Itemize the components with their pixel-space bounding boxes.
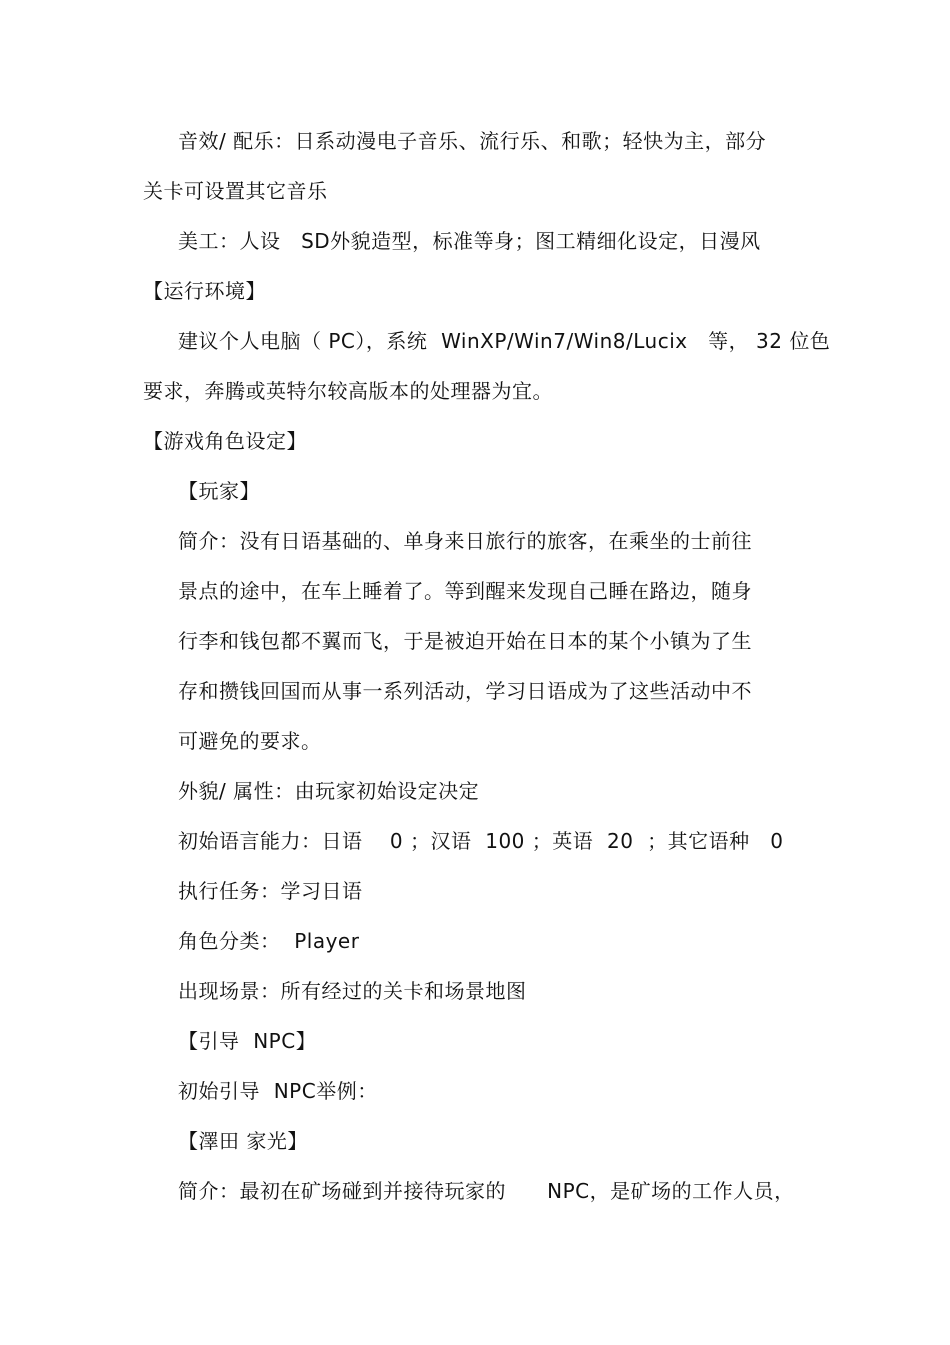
player-intro-line-4: 存和攒钱回国而从事一系列活动，学习日语成为了这些活动中不	[178, 679, 752, 703]
paragraph-runtime-line-1: 建议个人电脑（ PC），系统 WinXP/Win7/Win8/Lucix 等， 32 位色	[178, 329, 831, 353]
npc-intro-line-1: 简介：最初在矿场碰到并接待玩家的 NPC，是矿场的工作人员，	[178, 1179, 795, 1203]
paragraph-music-line-2: 关卡可设置其它音乐	[143, 179, 328, 203]
paragraph-music-line-1: 音效/ 配乐：日系动漫电子音乐、流行乐、和歌；轻快为主，部分	[178, 129, 767, 153]
player-language-ability: 初始语言能力：日语 0 ；汉语 100 ；英语 20 ；其它语种 0	[178, 829, 784, 853]
player-intro-line-2: 景点的途中，在车上睡着了。等到醒来发现自己睡在路边，随身	[178, 579, 752, 603]
subheading-player: 【玩家】	[178, 479, 260, 503]
guide-npc-example-label: 初始引导 NPC举例：	[178, 1079, 378, 1103]
subheading-guide-npc: 【引导 NPC】	[178, 1029, 317, 1053]
subheading-npc-name: 【澤田 家光】	[178, 1129, 308, 1153]
player-intro-line-1: 简介：没有日语基础的、单身来日旅行的旅客，在乘坐的士前往	[178, 529, 752, 553]
player-scenes: 出现场景：所有经过的关卡和场景地图	[178, 979, 527, 1003]
player-appearance: 外貌/ 属性：由玩家初始设定决定	[178, 779, 480, 803]
section-heading-characters: 【游戏角色设定】	[143, 429, 307, 453]
player-intro-line-5: 可避免的要求。	[178, 729, 322, 753]
section-heading-runtime: 【运行环境】	[143, 279, 266, 303]
player-intro-line-3: 行李和钱包都不翼而飞，于是被迫开始在日本的某个小镇为了生	[178, 629, 752, 653]
player-role-category: 角色分类： Player	[178, 929, 360, 953]
player-task: 执行任务：学习日语	[178, 879, 363, 903]
paragraph-runtime-line-2: 要求，奔腾或英特尔较高版本的处理器为宜。	[143, 379, 553, 403]
paragraph-art: 美工：人设 SD外貌造型，标准等身；图工精细化设定，日漫风	[178, 229, 761, 253]
